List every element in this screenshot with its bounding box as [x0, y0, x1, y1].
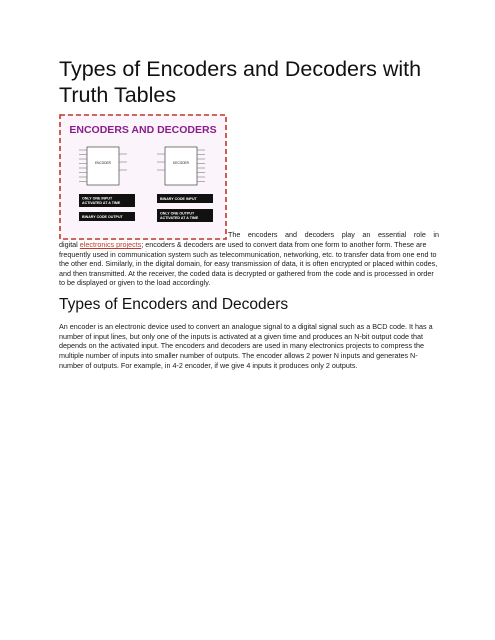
encoder-paragraph: An encoder is an electronic device used to convert an analogue signal to a digital signal such as a BCD code. It has a number of input lines, but only one of the inputs is activated at a given time and produces an N-bit output code that depends on the activated input. The encoders and decoders are used in many electronics projects to compress the multiple number of inputs into smaller number of outputs. The encoder allows 2 power N inputs and generates N-number of outputs. For example, in 4-2 encoder, if we give 4 inputs it produces only 2 outputs. — [59, 322, 433, 370]
caption-encoder-input: ONLY ONE INPUT ACTIVATED AT A TIME — [82, 196, 121, 205]
decoder-block — [157, 147, 205, 185]
encoder-chip — [87, 147, 119, 185]
intro-paragraph — [59, 240, 439, 288]
caption-encoder-output: BINARY CODE OUTPUT — [82, 215, 123, 219]
caption-decoder-input: BINARY CODE INPUT — [160, 197, 197, 201]
decoder-output-lines — [197, 150, 205, 182]
electronics-projects-link[interactable]: electronics projects — [79, 240, 142, 249]
caption-decoder-output: ONLY ONE OUTPUT ACTIVATED AT A TIME — [160, 211, 199, 220]
intro-first-line: The encoders and decoders play an essential role in — [228, 230, 439, 239]
intro-lead-text: digital — [59, 240, 80, 249]
decoder-input-lines — [157, 154, 165, 170]
encoder-block — [79, 147, 127, 185]
figure-heading: ENCODERS AND DECODERS — [69, 124, 217, 136]
encoder-output-lines — [119, 154, 127, 170]
encoder-input-lines — [79, 150, 87, 182]
page-title: Types of Encoders and Decoders with Truth Tables — [59, 57, 422, 107]
encoders-decoders-figure — [59, 114, 227, 240]
decoder-chip — [165, 147, 197, 185]
section-heading: Types of Encoders and Decoders — [59, 296, 289, 313]
intro-body-text: ; encoders & decoders are used to convert data from one form to another form. These are frequently used in communication system such as telecommunication, networking, etc. to transfer data from one end to the other end. Similarly, in the digital domain, for easy transmission of data, it is often encrypted or placed within codes, and then transmitted. At the receiver, the coded data is decrypted or gathered from the code and is processed in order to be displayed or given to the load accordingly. — [59, 240, 438, 288]
encoder-chip-label: ENCODER — [95, 161, 111, 165]
decoder-chip-label: DECODER — [173, 161, 189, 165]
